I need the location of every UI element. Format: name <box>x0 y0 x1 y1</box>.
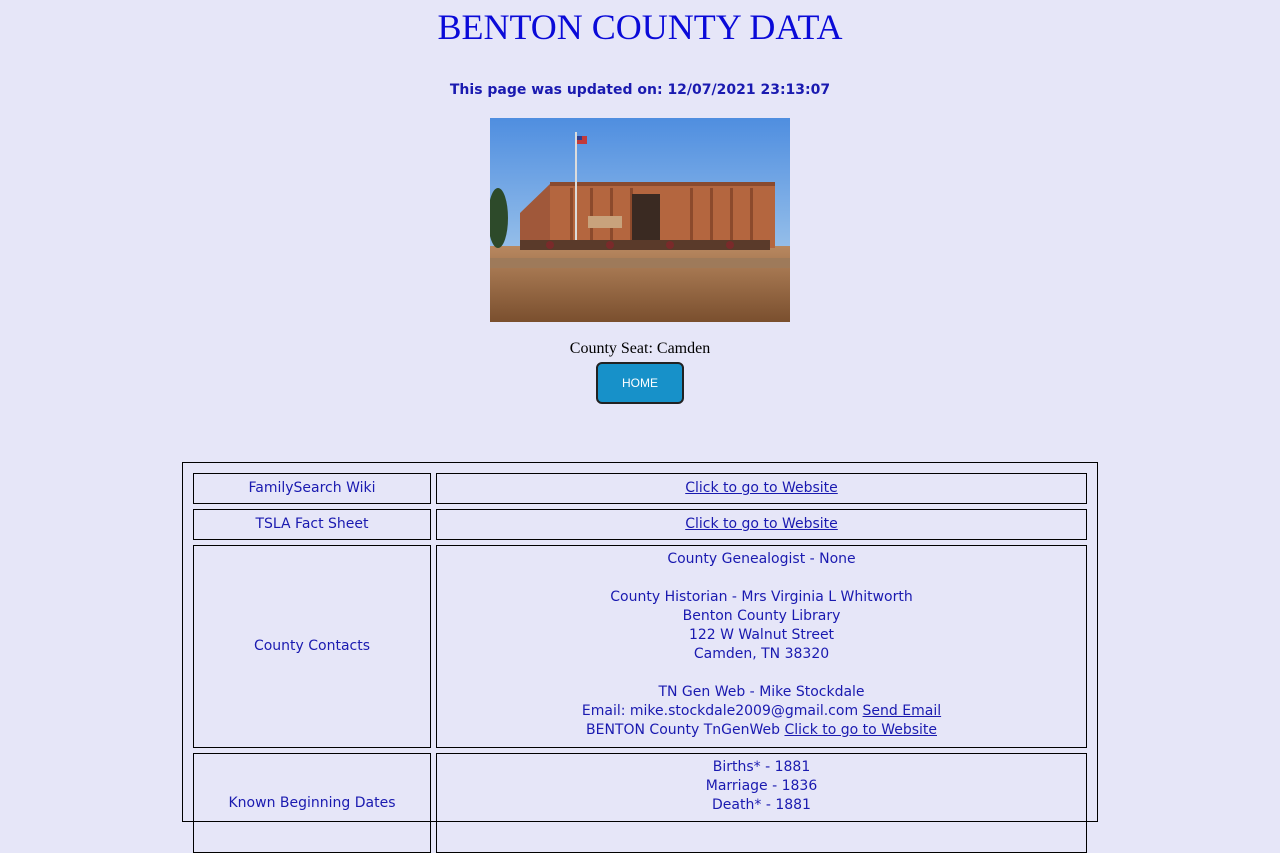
email-text: Email: mike.stockdale2009@gmail.com <box>581 703 859 719</box>
blank-line <box>437 569 1086 588</box>
send-email-link[interactable]: Send Email <box>862 703 942 719</box>
familysearch-label: FamilySearch Wiki <box>193 473 431 504</box>
dates-cell <box>436 753 1087 853</box>
table-row-familysearch <box>193 473 1087 504</box>
blank-line <box>437 664 1086 683</box>
updated-timestamp: This page was updated on: 12/07/2021 23:13:07 <box>449 82 831 98</box>
library-city: Camden, TN 38320 <box>693 646 830 662</box>
tsla-link[interactable]: Click to go to Website <box>685 516 838 532</box>
home-button[interactable]: HOME <box>596 362 684 404</box>
contacts-cell <box>436 545 1087 748</box>
site-text: BENTON County TnGenWeb <box>586 722 781 738</box>
library-street: 122 W Walnut Street <box>688 627 835 643</box>
marriage-date: Marriage - 1836 <box>705 778 818 794</box>
page-title: BENTON COUNTY DATA <box>437 7 843 47</box>
courthouse-photo <box>490 118 790 322</box>
familysearch-cell <box>436 473 1087 504</box>
library-name: Benton County Library <box>682 608 841 624</box>
county-historian: County Historian - Mrs Virginia L Whitworth <box>610 589 913 605</box>
tngenweb-site-link[interactable]: Click to go to Website <box>784 722 937 738</box>
county-seat: County Seat: Camden <box>569 340 711 357</box>
table-row-tsla <box>193 509 1087 540</box>
county-data-table <box>182 462 1098 822</box>
table-row-contacts <box>193 545 1087 748</box>
email-line <box>437 702 1086 721</box>
table-row-dates <box>193 753 1087 853</box>
contacts-label: County Contacts <box>193 545 431 748</box>
tsla-label: TSLA Fact Sheet <box>193 509 431 540</box>
familysearch-link[interactable]: Click to go to Website <box>685 480 838 496</box>
tsla-cell <box>436 509 1087 540</box>
county-genealogist: County Genealogist - None <box>667 551 856 567</box>
tngenweb-contact: TN Gen Web - Mike Stockdale <box>658 684 865 700</box>
site-line <box>437 721 1086 740</box>
death-date: Death* - 1881 <box>712 797 811 813</box>
births-date: Births* - 1881 <box>712 759 811 775</box>
dates-label: Known Beginning Dates <box>193 753 431 853</box>
